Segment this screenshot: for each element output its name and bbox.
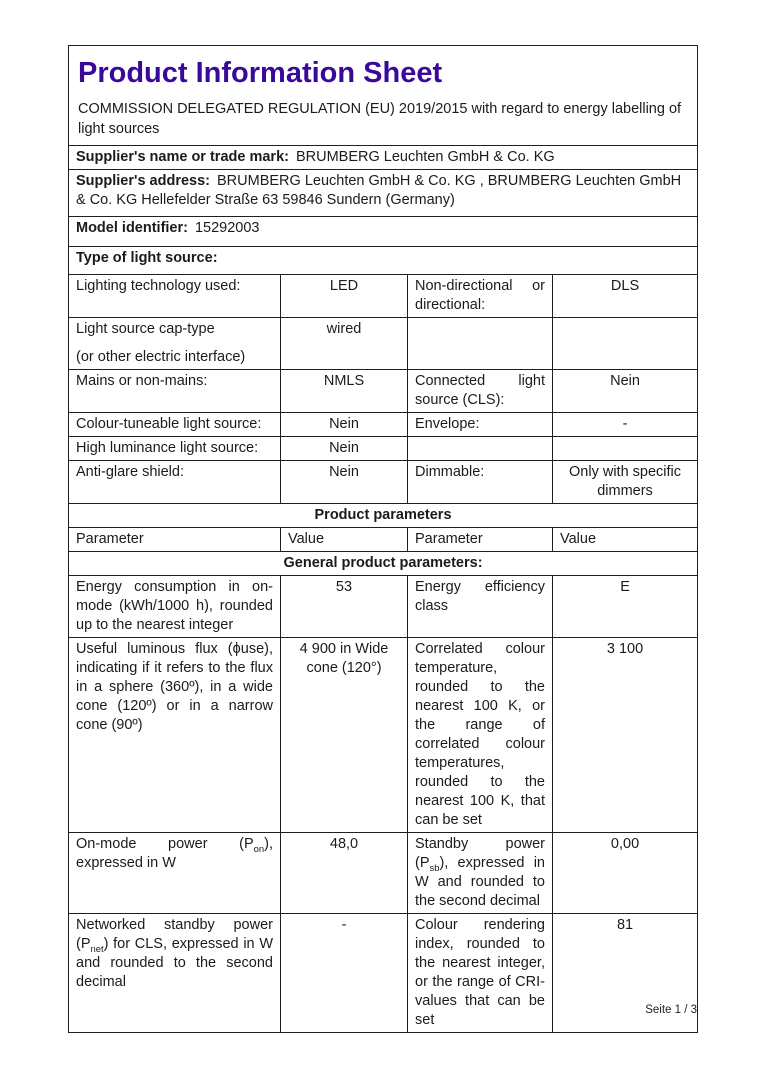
- table-row: [69, 638, 698, 833]
- type-of-light-source-heading: Type of light source:: [69, 247, 698, 275]
- param-subscript: on: [253, 842, 265, 854]
- table-row: [69, 437, 698, 461]
- model-identifier-row: [69, 217, 698, 247]
- cell-parameter: [408, 318, 553, 370]
- cell-value: 0,00: [553, 833, 698, 914]
- supplier-name-label: Supplier's name or trade mark:: [76, 149, 289, 165]
- cell-value: 48,0: [281, 833, 408, 914]
- param-text: On-mode power (P: [76, 836, 254, 852]
- cell-value: 53: [281, 576, 408, 638]
- cell-value: DLS: [553, 275, 698, 318]
- cell-parameter: Envelope:: [408, 413, 553, 437]
- table-row: [69, 833, 698, 914]
- product-parameters-heading: Product parameters: [69, 504, 698, 528]
- cell-parameter: Correlated colour temperature, rounded to the nearest 100 K, or the range of correlated colour temperatures, rounded to the nearest 100 K, that can be set: [408, 638, 553, 833]
- cell-parameter: High luminance light source:: [69, 437, 281, 461]
- model-identifier-cell: [69, 217, 698, 247]
- cell-parameter: [408, 833, 553, 914]
- supplier-address-cell: [69, 170, 698, 217]
- supplier-address-label: Supplier's address:: [76, 173, 210, 189]
- table-row: [69, 275, 698, 318]
- cell-parameter: Lighting technology used:: [69, 275, 281, 318]
- cell-value: Nein: [281, 437, 408, 461]
- general-parameters-heading-row: [69, 552, 698, 576]
- cell-value: 4 900 in Wide cone (120°): [281, 638, 408, 833]
- param-text: Standby power (P: [415, 836, 545, 871]
- cell-value: Only with specific dimmers: [553, 461, 698, 504]
- cell-parameter: [69, 318, 281, 370]
- product-parameters-heading-row: [69, 504, 698, 528]
- page-title: Product Information Sheet: [78, 57, 443, 89]
- param-subscript: net: [90, 942, 104, 954]
- param-subscript: sb: [429, 861, 440, 873]
- column-header: Value: [553, 528, 698, 552]
- cell-parameter: [69, 833, 281, 914]
- cell-parameter: Energy efficiency class: [408, 576, 553, 638]
- cell-value: NMLS: [281, 370, 408, 413]
- column-header: Value: [281, 528, 408, 552]
- column-header: Parameter: [69, 528, 281, 552]
- table-row: [69, 318, 698, 370]
- cap-type-line2: (or other electric interface): [76, 349, 246, 365]
- cell-value: -: [553, 413, 698, 437]
- cell-parameter: Connected light source (CLS):: [408, 370, 553, 413]
- cell-parameter: Dimmable:: [408, 461, 553, 504]
- model-identifier-value: 15292003: [194, 220, 260, 236]
- title-row: [69, 46, 698, 146]
- model-identifier-label: Model identifier:: [76, 220, 188, 236]
- cell-value: [553, 318, 698, 370]
- param-text: ), expressed in W and rounded to the second decimal: [415, 855, 545, 909]
- cell-parameter: Useful luminous flux (ϕuse), indicating if it refers to the flux in a sphere (360º), in a wide cone (120º) or in a narrow cone (90º): [69, 638, 281, 833]
- cell-value: [553, 437, 698, 461]
- regulation-text: COMMISSION DELEGATED REGULATION (EU) 2019/2015 with regard to energy labelling of light sources: [78, 101, 682, 137]
- cell-value: Nein: [281, 461, 408, 504]
- general-parameters-heading: General product parameters:: [69, 552, 698, 576]
- type-of-light-source-row: [69, 247, 698, 275]
- column-header-row: [69, 528, 698, 552]
- title-cell: [69, 46, 698, 146]
- cell-value: 81: [553, 914, 698, 1033]
- cell-value: LED: [281, 275, 408, 318]
- table-row: [69, 370, 698, 413]
- supplier-address-row: [69, 170, 698, 217]
- param-text: ), expressed in W: [76, 836, 273, 871]
- cell-value: E: [553, 576, 698, 638]
- page-number: Seite 1 / 3: [645, 1004, 697, 1016]
- cell-value: Nein: [553, 370, 698, 413]
- cell-parameter: [408, 437, 553, 461]
- cell-parameter: Anti-glare shield:: [69, 461, 281, 504]
- column-header: Parameter: [408, 528, 553, 552]
- table-row: [69, 413, 698, 437]
- cell-parameter: Mains or non-mains:: [69, 370, 281, 413]
- table-row: [69, 461, 698, 504]
- cell-parameter: Colour rendering index, rounded to the nearest integer, or the range of CRI-values that can be set: [408, 914, 553, 1033]
- supplier-address-value: BRUMBERG Leuchten GmbH & Co. KG , BRUMBERG Leuchten GmbH & Co. KG Hellefelder Straße 63 59846 Sundern (Germany): [76, 173, 682, 208]
- cell-value: 3 100: [553, 638, 698, 833]
- cap-type-line1: Light source cap-type: [76, 321, 215, 337]
- cell-value: -: [281, 914, 408, 1033]
- cell-parameter: Colour-tuneable light source:: [69, 413, 281, 437]
- supplier-name-row: [69, 146, 698, 170]
- table-row: [69, 576, 698, 638]
- cell-parameter: Non-directional or directional:: [408, 275, 553, 318]
- supplier-name-cell: [69, 146, 698, 170]
- supplier-name-value: BRUMBERG Leuchten GmbH & Co. KG: [295, 149, 555, 165]
- product-info-table: [68, 45, 698, 1033]
- param-text: ) for CLS, expressed in W and rounded to the second decimal: [76, 936, 273, 990]
- param-text: Networked standby power (P: [76, 917, 273, 952]
- cell-value: Nein: [281, 413, 408, 437]
- cell-value: wired: [281, 318, 408, 370]
- cell-parameter: Energy consumption in on-mode (kWh/1000 h), rounded up to the nearest integer: [69, 576, 281, 638]
